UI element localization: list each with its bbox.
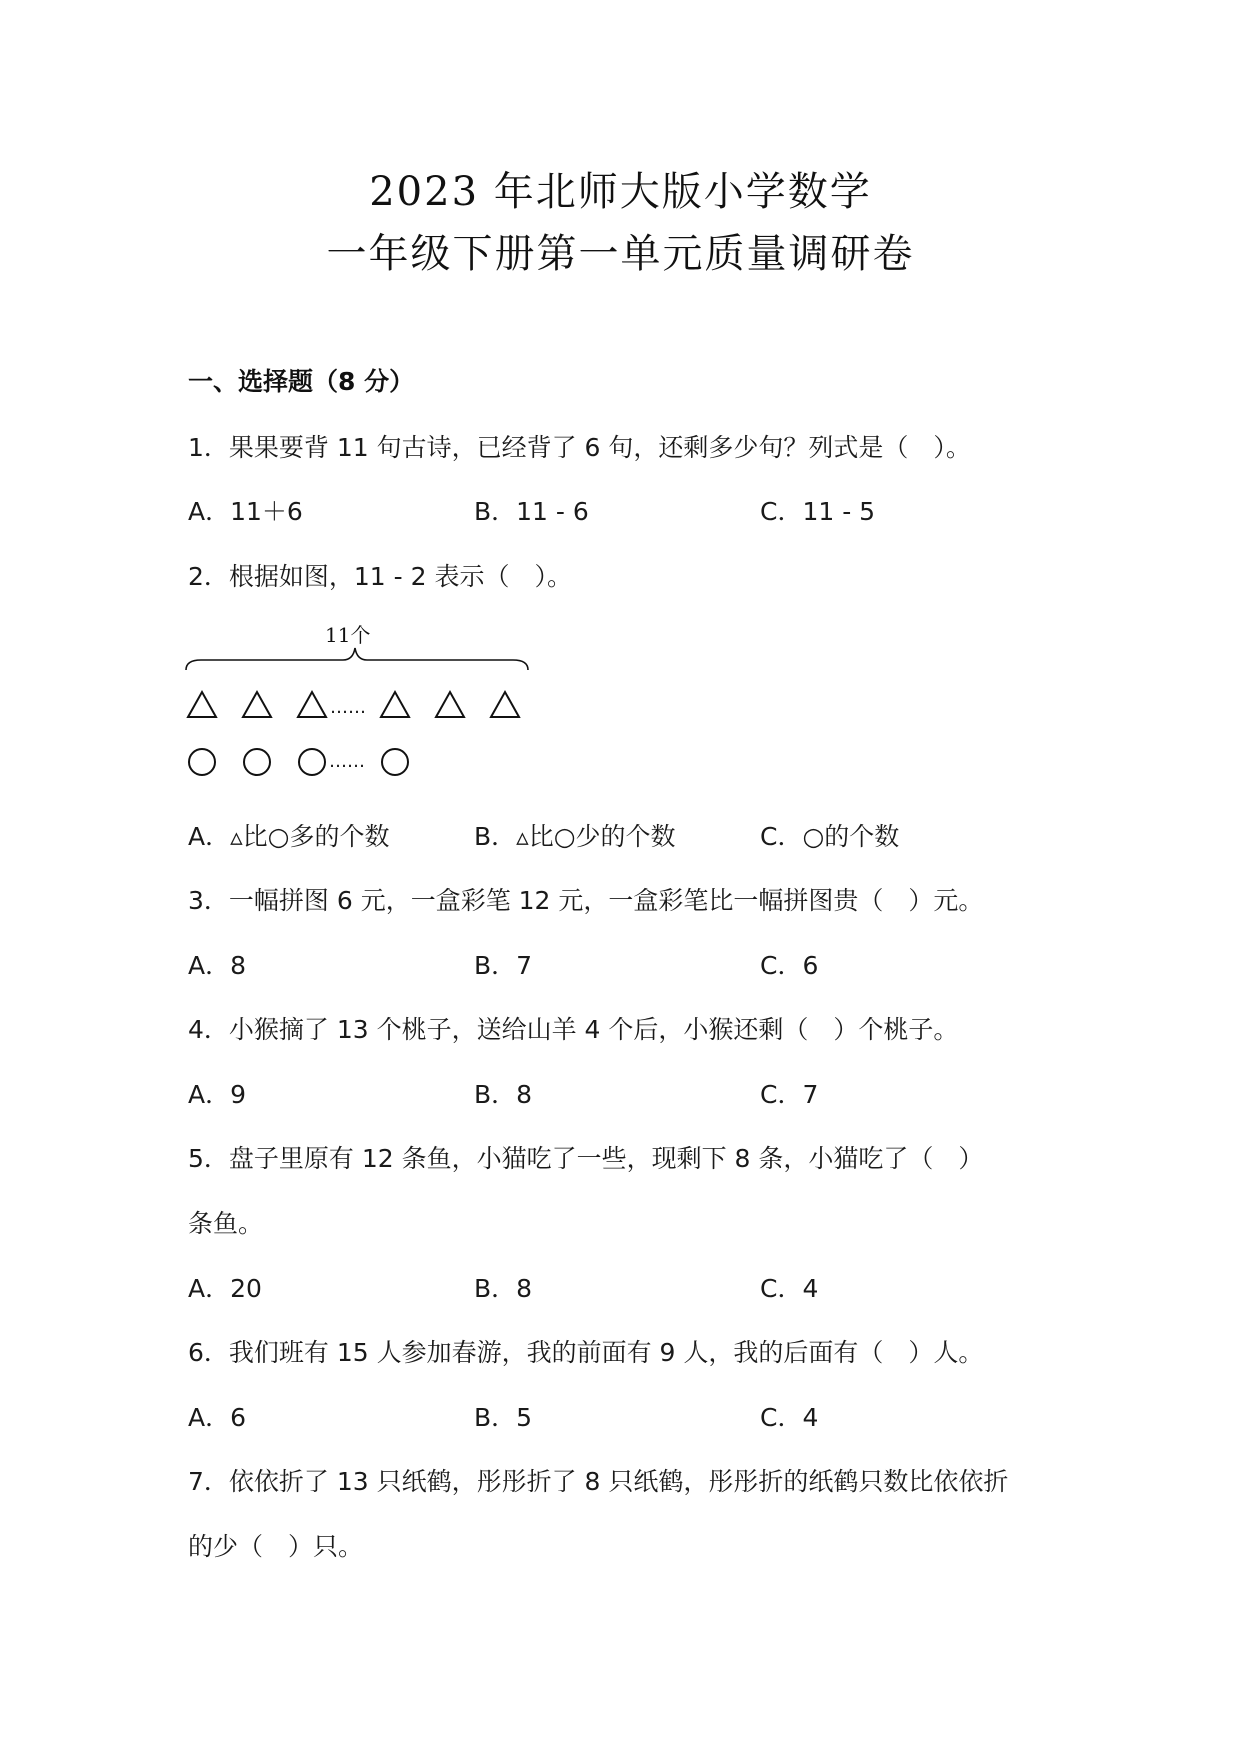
question-4-text: 4．小猴摘了 13 个桃子，送给山羊 4 个后，小猴还剩（ ）个桃子。 <box>188 1015 959 1044</box>
ellipsis-bottom: …… <box>329 751 365 772</box>
title-line-2: 一年级下册第一单元质量调研卷 <box>326 231 915 277</box>
triangle-icon <box>298 692 326 717</box>
circle-icon <box>382 749 408 775</box>
question-2-option-a: A．▵比○多的个数 <box>188 822 390 851</box>
triangle-icon <box>436 692 464 717</box>
question-4-option-c: C．7 <box>760 1080 819 1109</box>
question-1-option-c: C．11 - 5 <box>760 497 876 526</box>
question-1-option-b: B．11 - 6 <box>474 497 589 526</box>
question-5-option-c: C．4 <box>760 1274 819 1303</box>
question-5-text-line-1: 5．盘子里原有 12 条鱼，小猫吃了一些，现剩下 8 条，小猫吃了（ ） <box>188 1144 984 1173</box>
question-1-option-a: A．11＋6 <box>188 497 303 526</box>
circle-icon <box>244 749 270 775</box>
question-6-text: 6．我们班有 15 人参加春游，我的前面有 9 人，我的后面有（ ）人。 <box>188 1338 984 1367</box>
ellipsis-top: …… <box>330 697 366 718</box>
triangle-icon <box>243 692 271 717</box>
question-5-option-b: B．8 <box>474 1274 533 1303</box>
question-7-text-line-2: 的少（ ）只。 <box>188 1532 364 1561</box>
section-heading: 一、选择题（8 分） <box>188 367 415 396</box>
question-6-option-a: A．6 <box>188 1403 247 1432</box>
question-3-option-b: B．7 <box>474 951 533 980</box>
question-5-option-a: A．20 <box>188 1274 262 1303</box>
question-6-option-b: B．5 <box>474 1403 533 1432</box>
question-4-option-b: B．8 <box>474 1080 533 1109</box>
title-line-1: 2023 年北师大版小学数学 <box>369 169 872 215</box>
question-2-figure <box>183 618 543 788</box>
question-3-option-c: C．6 <box>760 951 819 980</box>
triangle-icon <box>491 692 519 717</box>
question-2-option-b: B．▵比○少的个数 <box>474 822 676 851</box>
question-3-text: 3．一幅拼图 6 元，一盒彩笔 12 元，一盒彩笔比一幅拼图贵（ ）元。 <box>188 886 984 915</box>
question-7-text-line-1: 7．依依折了 13 只纸鹤，彤彤折了 8 只纸鹤，彤彤折的纸鹤只数比依依折 <box>188 1467 1009 1496</box>
circle-icon <box>189 749 215 775</box>
brace-label: 11个 <box>325 623 371 647</box>
question-1-text: 1．果果要背 11 句古诗，已经背了 6 句，还剩多少句？列式是（ ）。 <box>188 433 971 462</box>
triangle-icon <box>381 692 409 717</box>
question-2-option-c: C．○的个数 <box>760 822 900 851</box>
question-6-option-c: C．4 <box>760 1403 819 1432</box>
question-3-option-a: A．8 <box>188 951 247 980</box>
triangle-icon <box>188 692 216 717</box>
question-4-option-a: A．9 <box>188 1080 247 1109</box>
question-5-text-line-2: 条鱼。 <box>188 1209 264 1238</box>
circle-icon <box>299 749 325 775</box>
brace-icon <box>186 648 528 670</box>
question-2-text: 2．根据如图，11 - 2 表示（ ）。 <box>188 562 572 591</box>
